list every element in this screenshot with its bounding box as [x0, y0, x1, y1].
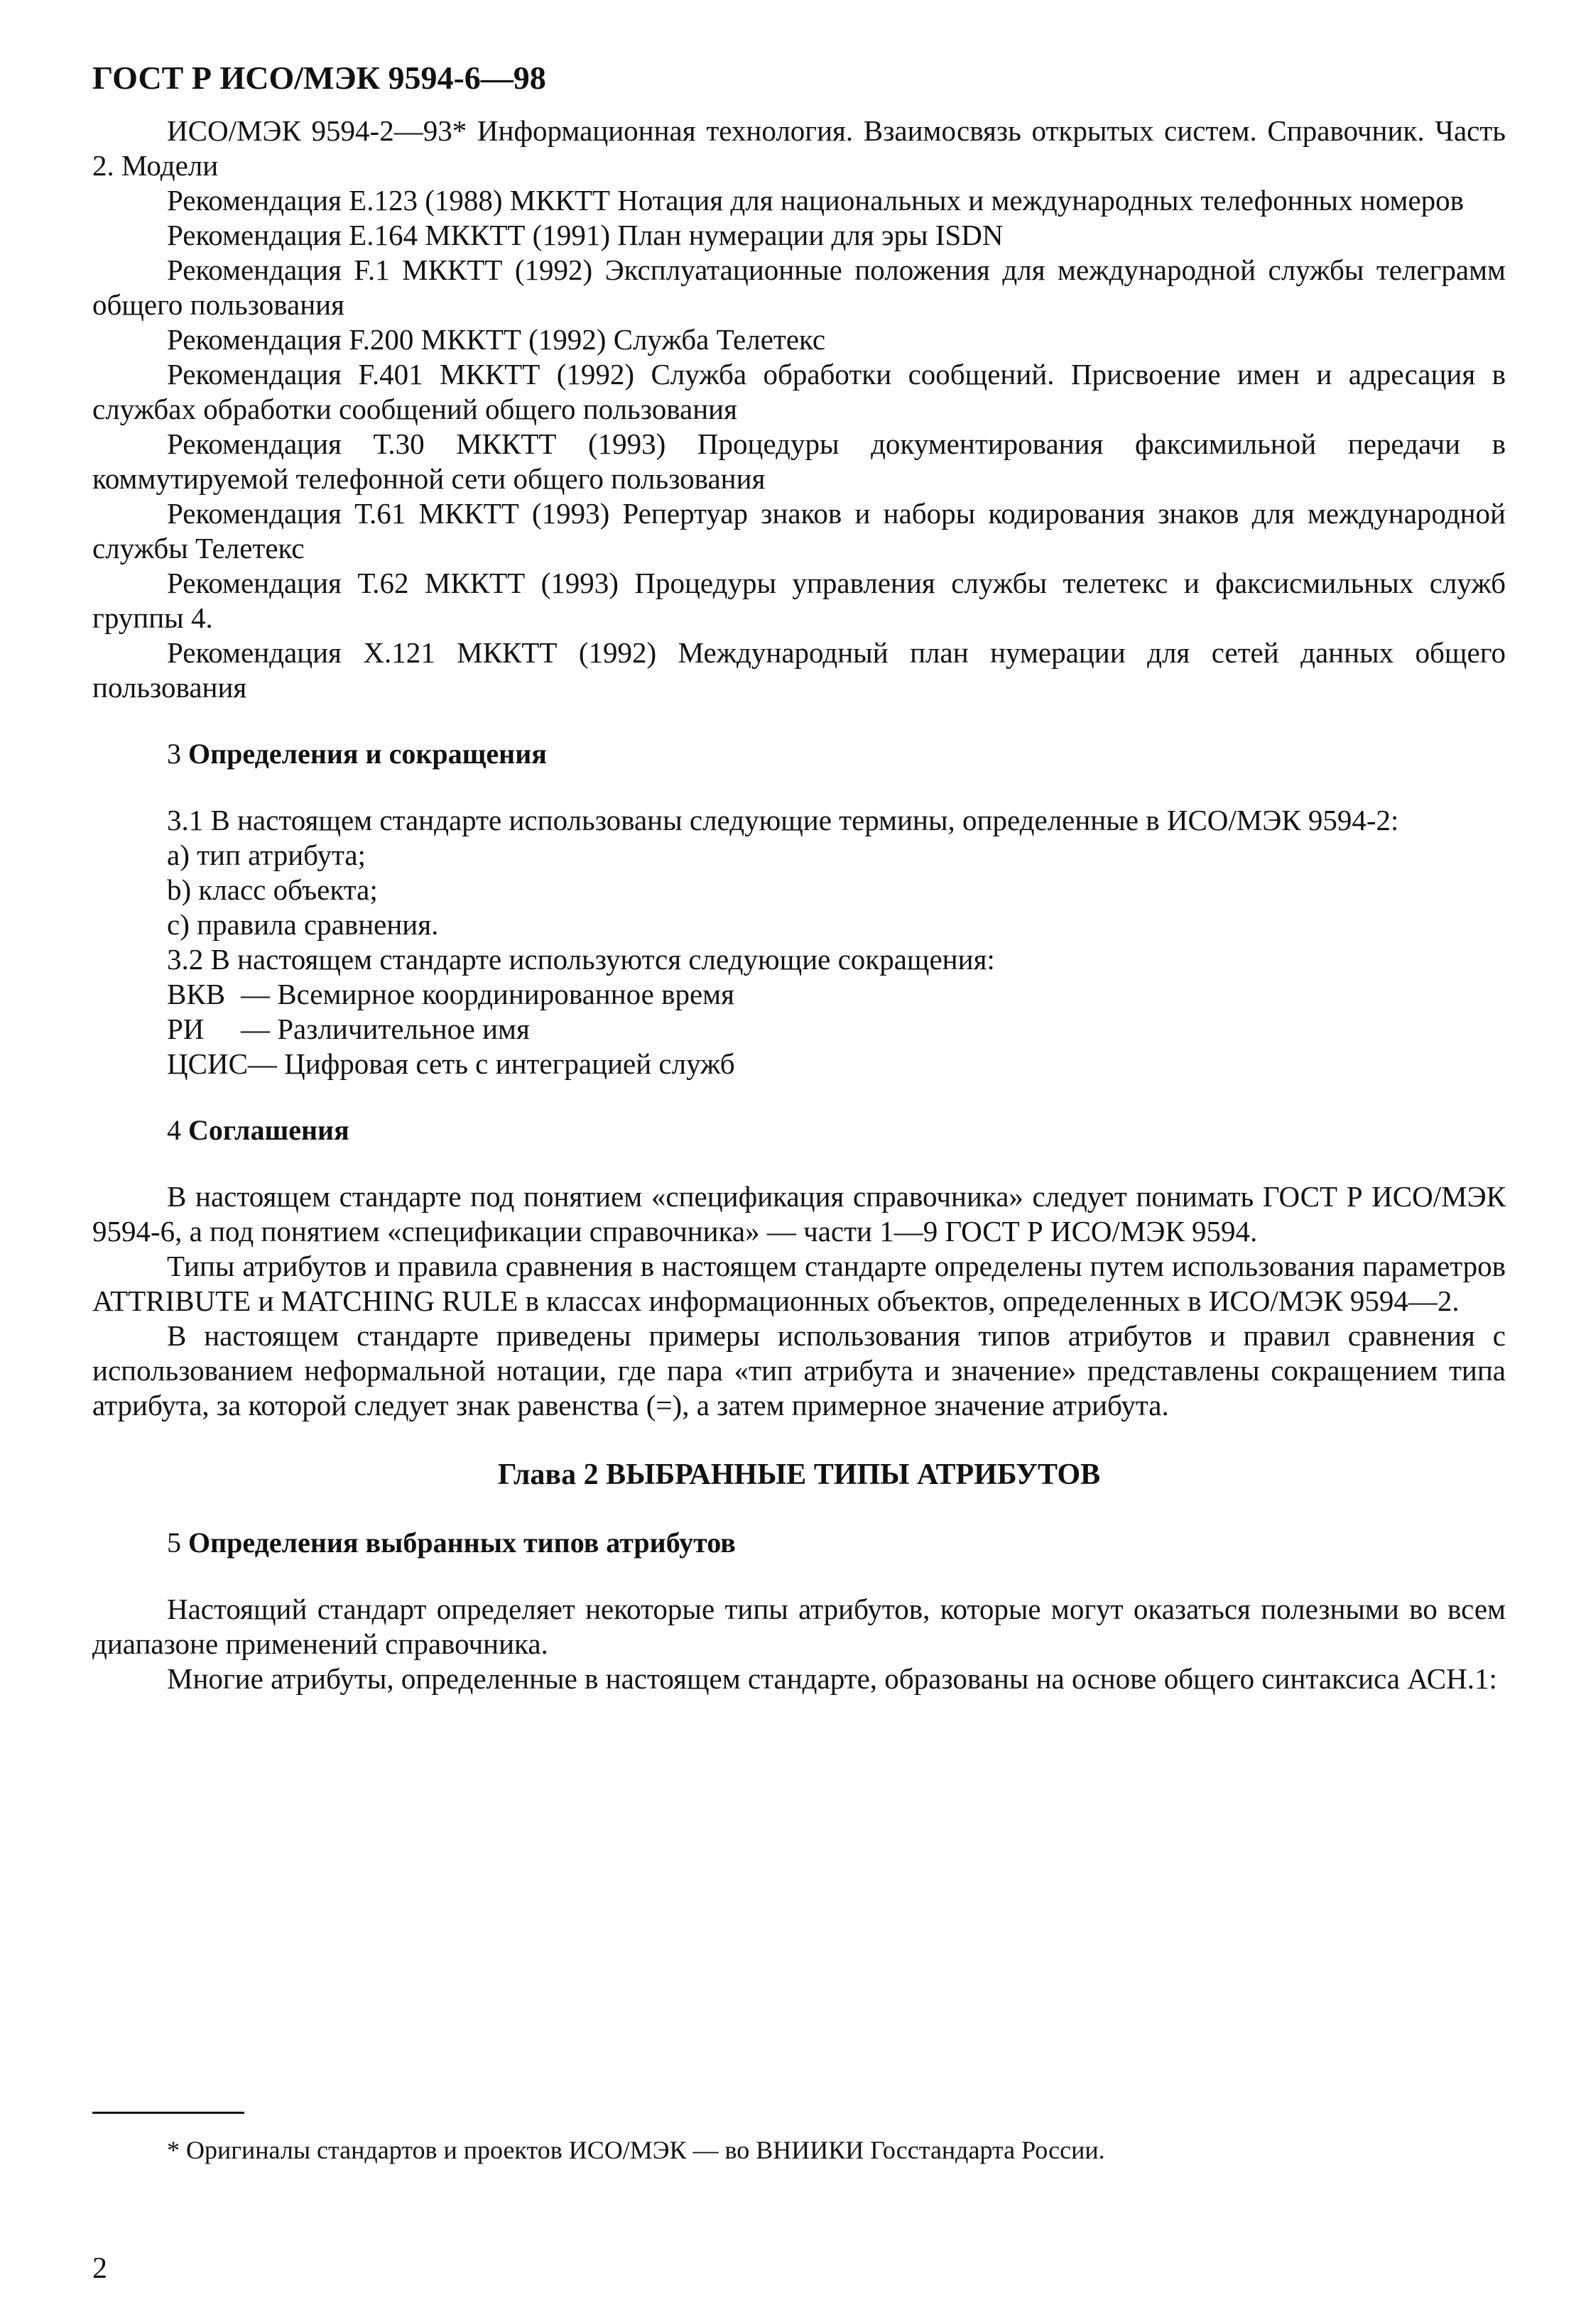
running-header: ГОСТ Р ИСО/МЭК 9594-6—98 — [92, 60, 546, 96]
abbreviation: РИ — [167, 1013, 205, 1045]
abbreviation-row — [92, 1012, 1506, 1047]
abbreviation-row — [92, 977, 1506, 1012]
section-title: Определения и сокращения — [188, 738, 547, 770]
paragraph: В настоящем стандарте под понятием «спецификация справочника» следует понимать ГОСТ Р ИСО/МЭК 9594-6, а под понятием «спецификации справочника» — части 1—9 ГОСТ Р ИСО/МЭК 9594. — [92, 1180, 1506, 1248]
abbreviation-row — [92, 1047, 1506, 1081]
term-item: с) правила сравнения. — [167, 908, 439, 941]
reference-item: Рекомендация Т.62 МККТТ (1993) Процедуры управления службы телетекс и факсисмильных служб группы 4. — [92, 567, 1506, 634]
paragraph: Настоящий стандарт определяет некоторые типы атрибутов, которые могут оказаться полезными во всем диапазоне применений справочника. — [92, 1593, 1506, 1660]
reference-item: Рекомендация Е.164 МККТТ (1991) План нумерации для эры ISDN — [167, 219, 1004, 251]
paragraph-3-2: 3.2 В настоящем стандарте используются следующие сокращения: — [167, 943, 995, 976]
abbreviation-meaning: — Различительное имя — [241, 1013, 530, 1045]
section-number: 5 — [167, 1527, 181, 1559]
page-number: 2 — [92, 2252, 107, 2285]
reference-item: Рекомендация F.200 МККТТ (1992) Служба Телетекс — [167, 323, 826, 356]
reference-item: ИСО/МЭК 9594-2—93* Информационная технология. Взаимосвязь открытых систем. Справочник. Часть 2. Модели — [92, 114, 1506, 182]
abbreviation: ВКВ — [167, 978, 226, 1010]
section-number: 3 — [167, 738, 181, 770]
term-item: b) класс объекта; — [167, 873, 378, 906]
abbreviation-meaning: — Всемирное координированное время — [241, 978, 734, 1010]
footnote: * Оригиналы стандартов и проектов ИСО/МЭК — во ВНИИКИ Госстандарта России. — [167, 2136, 1105, 2164]
reference-item: Рекомендация Т.30 МККТТ (1993) Процедуры документирования факсимильной передачи в коммутируемой телефонной сети общего пользования — [92, 427, 1506, 495]
section-title: Определения выбранных типов атрибутов — [188, 1527, 736, 1559]
section-4-heading — [167, 1113, 1506, 1148]
normative-references-list — [92, 114, 1506, 705]
abbreviation-meaning: — Цифровая сеть с интеграцией служб — [247, 1047, 735, 1080]
term-item: а) тип атрибута; — [167, 839, 366, 871]
footnote-divider — [92, 2112, 244, 2114]
paragraph: Многие атрибуты, определенные в настоящем стандарте, образованы на основе общего синтаксиса АСН.1: — [167, 1662, 1497, 1695]
reference-item: Рекомендация Е.123 (1988) МККТТ Нотация для национальных и международных телефонных номеров — [167, 184, 1465, 217]
reference-item: Рекомендация Х.121 МККТТ (1992) Международный план нумерации для сетей данных общего пользования — [92, 636, 1506, 704]
reference-item: Рекомендация Т.61 МККТТ (1993) Репертуар знаков и наборы кодирования знаков для международной службы Телетекс — [92, 497, 1506, 564]
chapter-heading: Глава 2 ВЫБРАННЫЕ ТИПЫ АТРИБУТОВ — [497, 1458, 1101, 1491]
abbreviation: ЦСИС — [167, 1047, 248, 1080]
section-3-heading — [167, 736, 1506, 772]
section-number: 4 — [167, 1114, 181, 1146]
paragraph-3-1: 3.1 В настоящем стандарте использованы следующие термины, определенные в ИСО/МЭК 9594-2: — [167, 804, 1399, 836]
section-5-heading — [167, 1525, 1506, 1561]
reference-item: Рекомендация F.1 МККТТ (1992) Эксплуатационные положения для международной службы телеграмм общего пользования — [92, 253, 1506, 321]
paragraph: В настоящем стандарте приведены примеры использования типов атрибутов и правил сравнения с использованием неформальной нотации, где пара «тип атрибута и значение» представлены сокращением типа атрибута, за которой следует знак равенства (=), а затем примерное значение атрибута. — [92, 1319, 1506, 1422]
paragraph: Типы атрибутов и правила сравнения в настоящем стандарте определены путем использования параметров ATTRIBUTE и MATCHING RULE в классах информационных объектов, определенных в ИСО/МЭК 9594—2. — [92, 1250, 1506, 1317]
section-title: Соглашения — [188, 1114, 349, 1146]
reference-item: Рекомендация F.401 МККТТ (1992) Служба обработки сообщений. Присвоение имен и адресация в службах обработки сообщений общего пользования — [92, 358, 1506, 425]
page-content — [92, 57, 1506, 1696]
